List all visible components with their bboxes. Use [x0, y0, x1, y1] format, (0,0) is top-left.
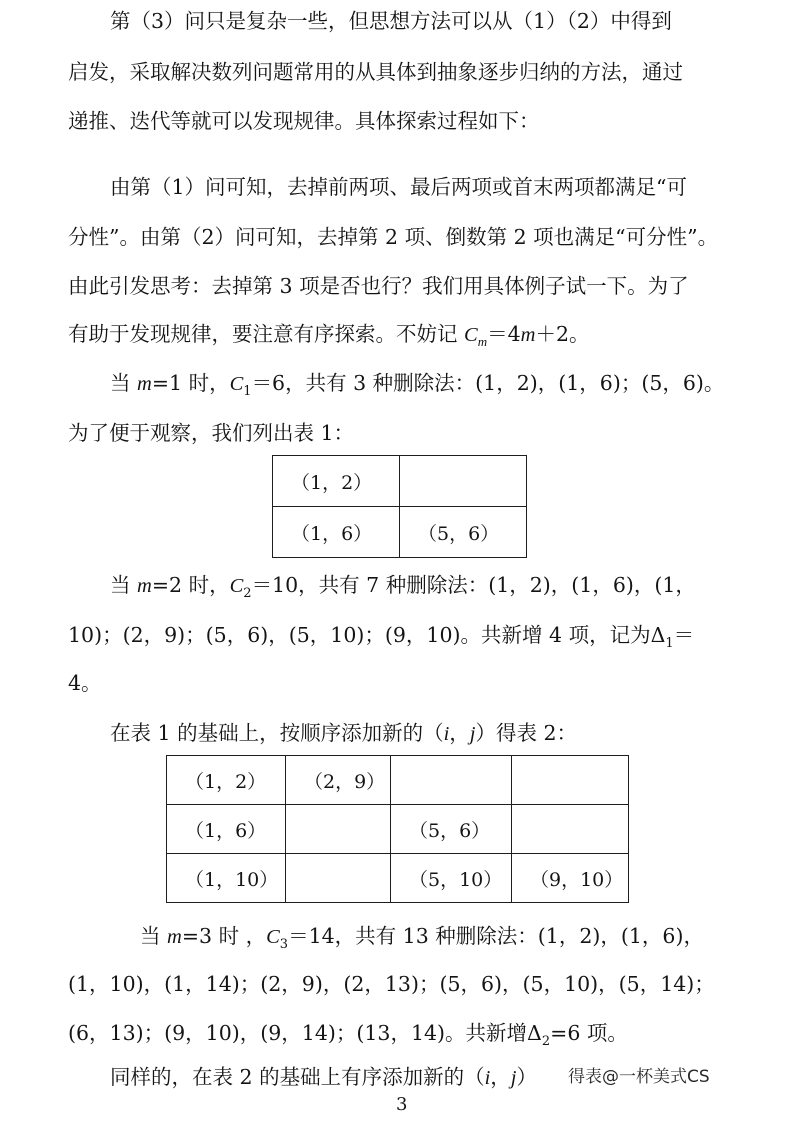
table-cell: （1，2）	[167, 756, 286, 805]
text: 当	[110, 573, 138, 597]
subscript: 2	[243, 586, 252, 601]
var-j: j	[469, 723, 476, 745]
watermark: 得表@一杯美式CS	[568, 1067, 710, 1087]
text: =1 时，	[151, 371, 230, 395]
paragraph-2-line-3: 由此引发思考：去掉第 3 项是否也行？我们用具体例子试一下。为了	[68, 274, 689, 298]
table-cell: （1，6）	[167, 805, 286, 854]
paragraph-2-line-2: 分性”。由第（2）问可知，去掉第 2 项、倒数第 2 项也满足“可分性”。	[68, 225, 719, 249]
case-m3-line-1	[140, 923, 704, 953]
case-m3-line-3	[68, 1020, 628, 1050]
paragraph-2-line-4	[68, 321, 590, 350]
text: 有助于发现规律，要注意有序探索。不妨记	[68, 322, 465, 346]
table-cell: （5，10）	[391, 854, 512, 903]
case-m1-line-2: 为了便于观察，我们列出表 1：	[68, 421, 355, 445]
text: ，	[490, 1065, 511, 1089]
var-c: C	[464, 324, 478, 346]
text: 10)；(2，9)；(5，6)，(5，10)；(9，10)。共新增 4 项，记为	[68, 623, 651, 647]
table-cell: （5，6）	[400, 507, 527, 558]
text: =2 时，	[151, 573, 230, 597]
text: ）	[516, 1065, 537, 1089]
subscript-m: m	[477, 334, 488, 349]
text: 当	[140, 924, 168, 948]
case-m2-line-3: 4。	[68, 671, 102, 695]
subscript: 3	[279, 937, 289, 952]
case-m2-line-1	[110, 572, 696, 602]
table-2-intro	[110, 720, 577, 747]
text: =6 项。	[550, 1021, 628, 1045]
text: ＋2。	[535, 322, 590, 346]
var-i: i	[484, 1067, 491, 1089]
table-row	[273, 507, 527, 558]
var-m: m	[167, 926, 182, 948]
text: ＝4	[487, 322, 521, 346]
var-m: m	[520, 324, 536, 346]
table-cell	[286, 805, 391, 854]
paragraph-2-line-1: 由第（1）问可知，去掉前两项、最后两项或首末两项都满足“可	[110, 175, 688, 199]
text: ＝6，共有 3 种删除法：(1，2)，(1，6)；(5，6)。	[251, 371, 725, 395]
table-row	[167, 756, 629, 805]
text: ＝10，共有 7 种删除法：(1，2)，(1，6)，(1，	[251, 573, 696, 597]
table-1	[272, 455, 527, 558]
text: ，	[449, 721, 470, 745]
table-cell: （2，9）	[286, 756, 391, 805]
var-i: i	[443, 723, 450, 745]
paragraph-1-line-1: 第（3）问只是复杂一些，但思想方法可以从（1）（2）中得到	[110, 9, 672, 33]
subscript: 1	[243, 384, 252, 399]
table-cell	[512, 756, 629, 805]
last-line	[110, 1064, 537, 1091]
text: ＝14，共有 13 种删除法：(1，2)，(1，6)，	[288, 924, 704, 948]
subscript: 2	[541, 1034, 551, 1049]
table-row	[167, 854, 629, 903]
text: =3 时 ，	[181, 924, 267, 948]
table-cell	[400, 456, 527, 507]
case-m1-line-1	[110, 370, 724, 400]
text: 在表 1 的基础上，按顺序添加新的（	[110, 721, 444, 745]
table-cell	[391, 756, 512, 805]
delta-symbol: Δ	[527, 1021, 542, 1045]
text: ）得表 2：	[475, 721, 578, 745]
table-cell: （5，6）	[391, 805, 512, 854]
case-m3-line-2: (1，10)，(1，14)；(2，9)，(2，13)；(5，6)，(5，10)，(5，14)；	[68, 972, 715, 996]
subscript: 1	[665, 636, 674, 651]
var-m: m	[137, 373, 152, 395]
text: ＝	[673, 623, 695, 647]
var-c: C	[229, 575, 244, 597]
var-m: m	[137, 575, 152, 597]
table-cell: （1，10）	[167, 854, 286, 903]
table-row	[273, 456, 527, 507]
table-cell	[286, 854, 391, 903]
table-2	[166, 755, 629, 903]
case-m2-line-2	[68, 622, 694, 652]
var-c: C	[266, 926, 280, 948]
table-cell: （1，2）	[273, 456, 400, 507]
text: (6，13)；(9，10)，(9，14)；(13，14)。共新增	[68, 1021, 528, 1045]
delta-symbol: Δ	[650, 623, 666, 647]
table-cell: （1，6）	[273, 507, 400, 558]
table-row	[167, 805, 629, 854]
text: 当	[110, 371, 138, 395]
paragraph-1-line-2: 启发，采取解决数列问题常用的从具体到抽象逐步归纳的方法，通过	[68, 60, 683, 84]
var-j: j	[510, 1067, 517, 1089]
paragraph-1-line-3: 递推、迭代等就可以发现规律。具体探索过程如下：	[68, 109, 540, 133]
var-c: C	[229, 373, 244, 395]
page-number: 3	[396, 1094, 408, 1115]
text: 同样的，在表 2 的基础上有序添加新的（	[110, 1065, 485, 1089]
table-cell: （9，10）	[512, 854, 629, 903]
table-cell	[512, 805, 629, 854]
